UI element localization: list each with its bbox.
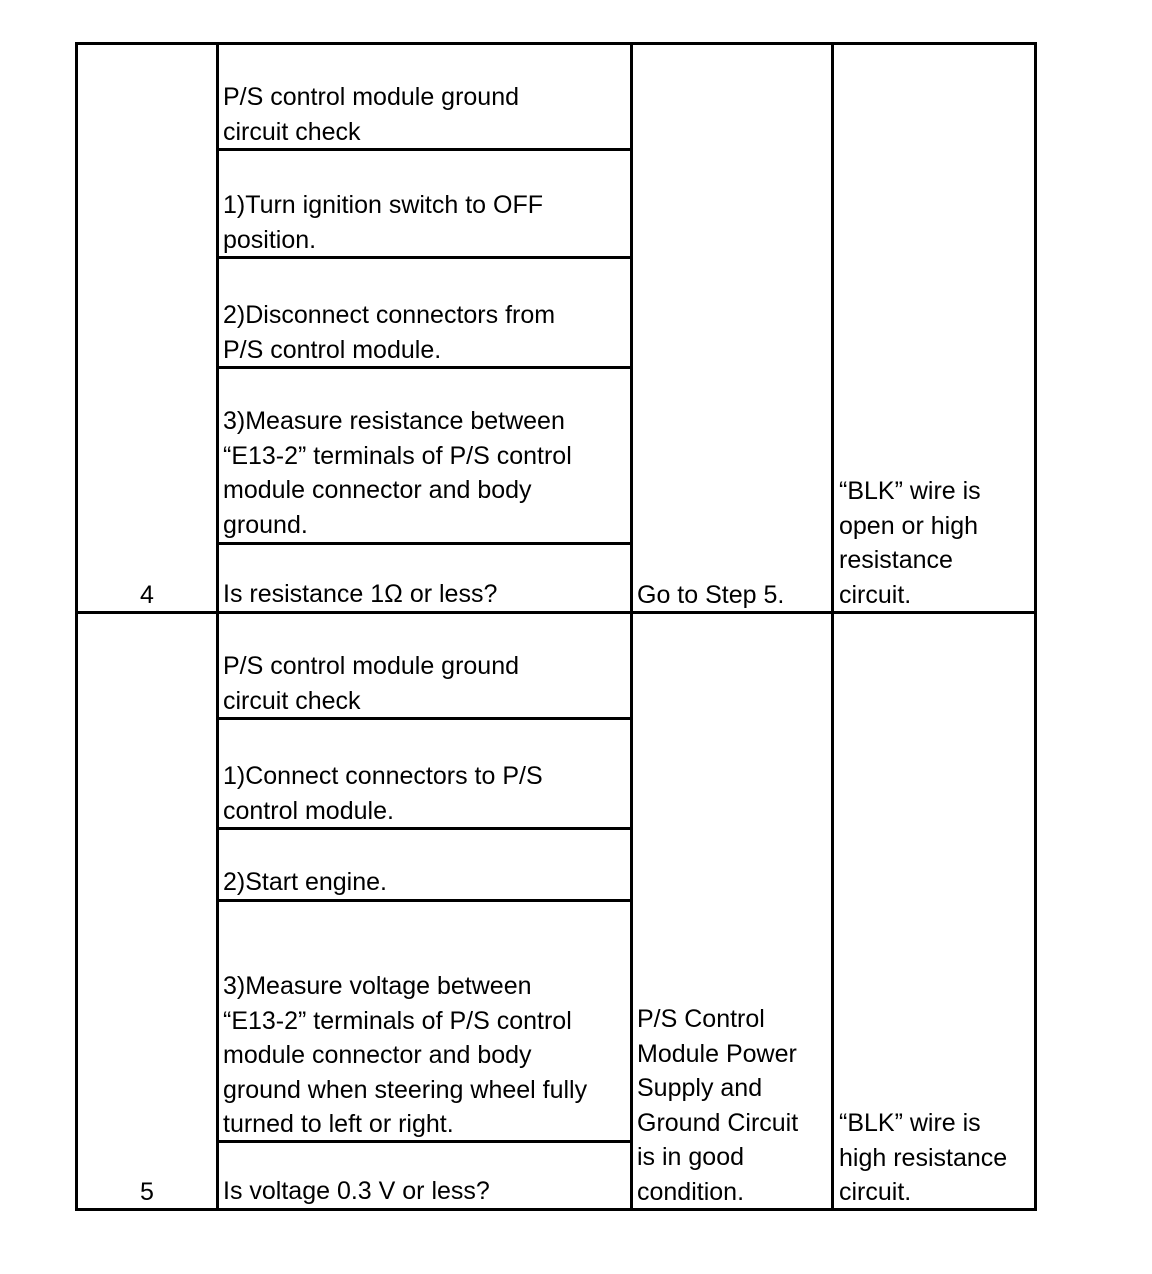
column-divider-action: [630, 42, 633, 1211]
no-cell: “BLK” wire is open or high resistance circuit.: [839, 477, 981, 609]
column-divider-yes: [831, 42, 834, 1211]
action-cell: 3)Measure resistance between “E13-2” terminals of P/S control module connector and body ground.: [223, 407, 572, 539]
action-cell: 2)Start engine.: [223, 868, 387, 896]
table-border-left: [75, 42, 78, 1211]
action-cell: 1)Turn ignition switch to OFF position.: [223, 191, 544, 254]
question-cell: Is resistance 1Ω or less?: [223, 580, 498, 608]
step-number: 5: [140, 1178, 154, 1206]
action-divider: [216, 542, 633, 545]
action-cell: P/S control module ground circuit check: [223, 83, 520, 146]
table-border-top: [75, 42, 1037, 45]
diagnostic-table: [75, 42, 1037, 1211]
table-border-right: [1034, 42, 1037, 1211]
action-cell: P/S control module ground circuit check: [223, 652, 520, 715]
action-cell: 3)Measure voltage between “E13-2” terminals of P/S control module connector and body ground when steering wheel fully turned to left or right.: [223, 972, 588, 1139]
step-number: 4: [140, 581, 154, 609]
column-divider-step: [216, 42, 219, 1211]
action-cell: 1)Connect connectors to P/S control module.: [223, 762, 543, 825]
yes-cell: Go to Step 5.: [637, 581, 785, 609]
no-cell: “BLK” wire is high resistance circuit.: [839, 1109, 1008, 1207]
yes-cell: P/S Control Module Power Supply and Ground Circuit is in good condition.: [637, 1005, 799, 1206]
action-cell: 2)Disconnect connectors from P/S control module.: [223, 301, 556, 364]
question-cell: Is voltage 0.3 V or less?: [223, 1177, 490, 1205]
